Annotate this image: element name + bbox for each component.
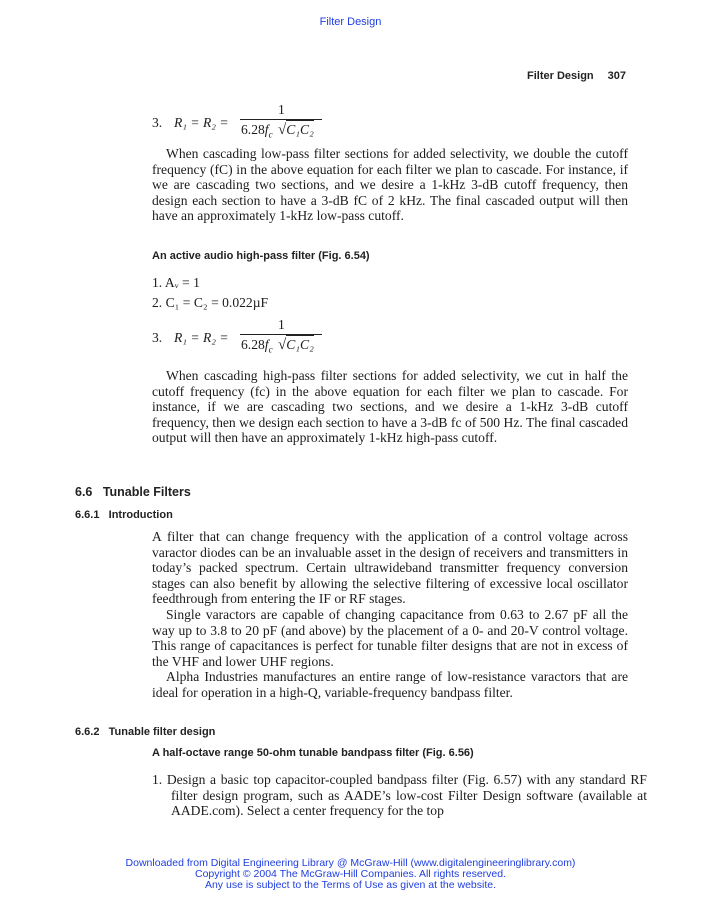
subsection2-title: Tunable filter design [108, 726, 216, 738]
hp-step-1: 1. Aᵥ = 1 [152, 275, 200, 290]
intro-paragraph-3: Alpha Industries manufactures an entire range of low-resistance varactors that are ideal for operation in a high-Q, variable-frequency bandpass filter. [152, 669, 628, 700]
hp-formula-lhs: R₁ = R₂ = [174, 330, 229, 345]
formula-lhs: R₁ = R₂ = [174, 115, 229, 130]
intro-paragraph-2: Single varactors are capable of changing capacitance from 0.63 to 2.67 pF all the way up to 3.8 to 20 pF (and above) by the placement of a 0- and 20-V control voltage. This range of capacitances is perfect for tunable filter designs that are not in excess of the VHF and lower UHF regions. [152, 606, 628, 669]
section-number: 6.6 [75, 485, 93, 499]
introduction-body [152, 529, 628, 701]
hp-formula-number: 3. [152, 330, 163, 345]
hp-denominator-constant: 6.28 [241, 337, 265, 352]
highpass-formula [152, 315, 352, 360]
tunable-filter-heading: A half-octave range 50-ohm tunable bandpass filter (Fig. 6.56) [152, 747, 474, 759]
formula-numerator: 1 [278, 102, 285, 117]
hp-sqrt-expression: C₁C₂ [286, 337, 314, 352]
hp-denominator-f-subscript: c [268, 344, 273, 355]
hp-sqrt-symbol: √ [277, 337, 287, 353]
intro-paragraph-1: A filter that can change frequency with the application of a control voltage across varactor diodes can be an invaluable asset in the design of receivers and transmitters in today’s packed spectrum. Certain ultrawideband transmitter frequency conversion stages can also benefit by allowing the selective filtering of excessive local oscillator feedthrough from entering the IF or RF stages. [152, 529, 628, 607]
top-title-link[interactable]: Filter Design [319, 16, 382, 28]
highpass-heading: An active audio high-pass filter (Fig. 6.54) [152, 250, 370, 262]
subsection2-number: 6.6.2 [75, 726, 100, 738]
subsection-introduction-heading [75, 509, 173, 521]
formula-denominator [241, 122, 314, 140]
footer-terms[interactable]: Any use is subject to the Terms of Use as given at the website. [204, 879, 497, 891]
section-title: Tunable Filters [102, 485, 191, 499]
denominator-f-subscript: c [268, 129, 273, 140]
footer-copyright[interactable]: Copyright © 2004 The McGraw-Hill Companies. All rights reserved. [195, 868, 506, 880]
footer-download-link[interactable]: Downloaded from Digital Engineering Library @ McGraw-Hill (www.digitalengineeringlibrary.com) [125, 857, 576, 869]
hp-denominator-f: f [264, 337, 269, 352]
denominator-f: f [264, 122, 269, 137]
sqrt-symbol: √ [277, 122, 287, 138]
hp-formula-denominator [241, 337, 314, 355]
denominator-constant: 6.28 [241, 122, 265, 137]
highpass-cascade-paragraph: When cascading high-pass filter sections for added selectivity, we cut in half the cutoff frequency (fc) in the above equation for each filter we plan to cascade. For instance, if we are cascading two sections, and we desire a 1-kHz 3-dB cutoff frequency, then we design each section to have a 3-dB fc of 500 Hz. The final cascaded output will then have an approximately 1-kHz high-pass cutoff. [152, 368, 628, 446]
subsection-title: Introduction [108, 509, 173, 521]
running-title: Filter Design [527, 70, 594, 82]
hp-step-2: 2. C₁ = C₂ = 0.022µF [152, 295, 269, 310]
sqrt-expression: C₁C₂ [286, 122, 314, 137]
tunable-step-1: 1. Design a basic top capacitor-coupled bandpass filter (Fig. 6.57) with any standard RF filter design program, such as AADE’s low-cost Filter Design software (available at AADE.com). Select a center frequency for the top [152, 772, 647, 819]
formula-number: 3. [152, 115, 163, 130]
page-number: 307 [607, 70, 626, 82]
subsection-number: 6.6.1 [75, 509, 100, 521]
lowpass-formula [152, 100, 352, 145]
running-head [527, 70, 626, 82]
hp-formula-numerator: 1 [278, 317, 285, 332]
section-heading [75, 485, 191, 499]
lowpass-cascade-paragraph: When cascading low-pass filter sections for added selectivity, we double the cutoff frequency (fC) in the above equation for each filter we plan to cascade. For instance, if we are cascading two sections, and we desire a 1-kHz 3-dB cutoff frequency, then design each section to have a 3-dB fC of 2 kHz. The final cascaded output will then have an approximately 1-kHz low-pass cutoff. [152, 146, 628, 224]
subsection-design-heading [75, 726, 215, 738]
